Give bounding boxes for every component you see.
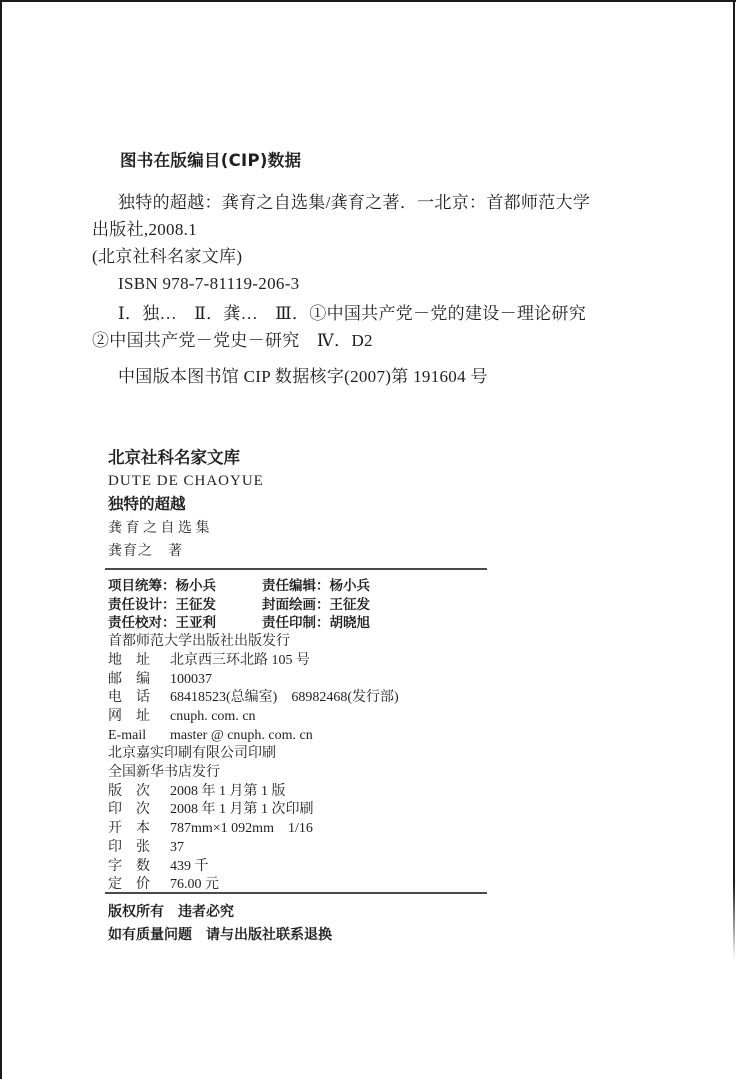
info-row-email <box>108 727 568 746</box>
credit-row <box>108 577 568 596</box>
printer-line: 北京嘉实印刷有限公司印刷 <box>108 746 276 762</box>
info-label: 地 址 <box>108 652 150 668</box>
credit-row <box>108 596 568 615</box>
info-row-website <box>108 708 568 727</box>
info-label: 印 次 <box>108 802 150 818</box>
cip-block <box>92 147 652 390</box>
cip-entry-line2: 出版社,2008.1 <box>92 220 197 239</box>
info-label: 开 本 <box>108 821 150 837</box>
info-label: E-mail <box>108 727 147 743</box>
cip-class-line1: Ⅰ．独… Ⅱ．龚… Ⅲ．①中国共产党－党的建设－理论研究 <box>118 304 587 323</box>
info-value: 439 千 <box>170 858 209 874</box>
series-block <box>108 446 264 564</box>
cip-header: 图书在版编目(CIP)数据 <box>120 151 302 170</box>
book-subtitle: 龚育之自选集 <box>108 520 213 536</box>
info-value: 68418523(总编室) 68982468(发行部) <box>170 690 399 706</box>
info-label: 定 价 <box>108 877 150 893</box>
credit-left: 项目统筹：杨小兵 <box>108 578 216 594</box>
info-label: 电 话 <box>108 690 150 706</box>
info-row-sheets <box>108 839 568 858</box>
info-row-address <box>108 652 568 671</box>
notice-line2: 如有质量问题 请与出版社联系退换 <box>108 927 332 943</box>
series-title: 北京社科名家文库 <box>108 448 240 467</box>
credit-left: 责任校对：王亚利 <box>108 615 216 632</box>
info-value: 100037 <box>170 671 212 687</box>
publication-block <box>108 577 568 895</box>
cip-number: 中国版本图书馆 CIP 数据核字(2007)第 191604 号 <box>118 367 488 386</box>
credit-right: 封面绘画：王征发 <box>262 596 370 613</box>
scan-edge-left <box>0 0 2 1079</box>
info-value: 76.00 元 <box>170 877 219 893</box>
credit-right: 责任印制：胡晓旭 <box>262 615 370 632</box>
scan-edge-right <box>733 0 735 960</box>
info-row-impression <box>108 801 568 820</box>
info-row-format <box>108 820 568 839</box>
divider-top <box>105 568 487 570</box>
credit-row <box>108 614 568 633</box>
info-value: 787mm×1 092mm 1/16 <box>170 821 313 837</box>
book-title: 独特的超越 <box>108 495 186 513</box>
info-value: 37 <box>170 839 184 855</box>
info-label: 字 数 <box>108 858 150 874</box>
series-pinyin: DUTE DE CHAOYUE <box>108 472 264 489</box>
info-row-phone <box>108 689 568 708</box>
divider-bottom <box>105 892 487 894</box>
info-label: 邮 编 <box>108 671 150 687</box>
distribution-line: 全国新华书店发行 <box>108 765 220 781</box>
scan-edge-top <box>0 0 736 2</box>
cip-class-line2: ②中国共产党－党史－研究 Ⅳ．D2 <box>92 331 373 350</box>
info-row-wordcount <box>108 858 568 877</box>
info-value: master @ cnuph. com. cn <box>170 727 313 743</box>
info-row-postcode <box>108 671 568 690</box>
info-row-edition <box>108 783 568 802</box>
notice-line1: 版权所有 违者必究 <box>108 904 234 920</box>
info-label: 版 次 <box>108 783 150 799</box>
info-value: 2008 年 1 月第 1 版 <box>170 783 286 799</box>
credit-left: 责任设计：王征发 <box>108 596 216 613</box>
publisher-line: 首都师范大学出版社出版发行 <box>108 634 290 650</box>
info-label: 印 张 <box>108 839 150 855</box>
info-label: 网 址 <box>108 708 150 724</box>
info-value: 北京西三环北路 105 号 <box>170 652 310 668</box>
cip-entry-line1: 独特的超越：龚育之自选集/龚育之著．一北京：首都师范大学 <box>118 193 591 212</box>
cip-isbn: ISBN 978-7-81119-206-3 <box>118 274 300 293</box>
copyright-notice <box>108 901 332 947</box>
info-value: cnuph. com. cn <box>170 708 256 724</box>
book-author: 龚育之 著 <box>108 544 183 559</box>
cip-series-note: (北京社科名家文库) <box>92 247 243 266</box>
info-value: 2008 年 1 月第 1 次印刷 <box>170 802 314 818</box>
credit-right: 责任编辑：杨小兵 <box>262 578 370 594</box>
